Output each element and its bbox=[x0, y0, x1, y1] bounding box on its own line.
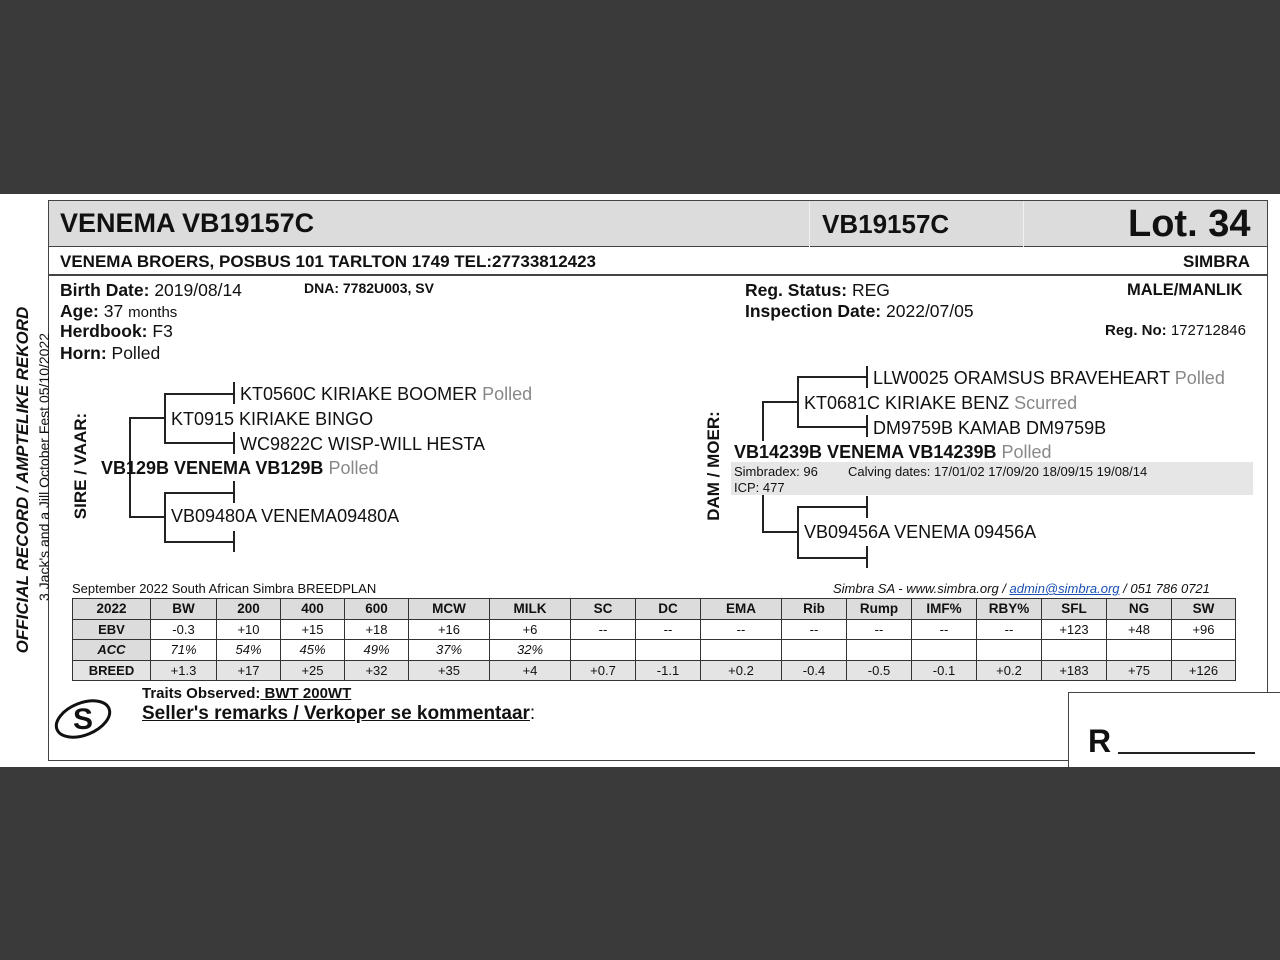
calving-dates: Calving dates: 17/01/02 17/09/20 18/09/15 19/08/14 bbox=[848, 464, 1148, 479]
sire-section-label: SIRE / VAAR: bbox=[71, 412, 90, 520]
horn-row: Horn: Polled bbox=[60, 343, 161, 363]
column-header: DC bbox=[636, 599, 701, 620]
table-cell bbox=[847, 640, 912, 661]
table-cell: 32% bbox=[490, 640, 571, 661]
table-cell bbox=[782, 640, 847, 661]
table-cell: +32 bbox=[345, 660, 409, 681]
breed-label: SIMBRA bbox=[1183, 252, 1251, 271]
table-cell: -- bbox=[701, 619, 782, 640]
dam-grandmother: DM9759B KAMAB DM9759B bbox=[873, 418, 1107, 438]
column-header: IMF% bbox=[912, 599, 977, 620]
sire-name: VB129B VENEMA VB129B Polled bbox=[101, 458, 379, 478]
dam-mother: VB09456A VENEMA 09456A bbox=[804, 522, 1037, 542]
dam-name: VB14239B VENEMA VB14239B Polled bbox=[734, 442, 1052, 462]
column-header: SFL bbox=[1042, 599, 1107, 620]
column-header: 600 bbox=[345, 599, 409, 620]
table-cell: +126 bbox=[1172, 660, 1236, 681]
column-header: Rump bbox=[847, 599, 912, 620]
table-cell: -0.5 bbox=[847, 660, 912, 681]
table-cell: +10 bbox=[217, 619, 281, 640]
table-cell bbox=[977, 640, 1042, 661]
dam-grandfather: LLW0025 ORAMSUS BRAVEHEART Polled bbox=[873, 368, 1225, 388]
column-header: 400 bbox=[281, 599, 345, 620]
column-header: BW bbox=[151, 599, 217, 620]
table-cell: -1.1 bbox=[636, 660, 701, 681]
sire-grandfather: KT0560C KIRIAKE BOOMER Polled bbox=[240, 384, 533, 404]
animal-name: VENEMA VB19157C bbox=[60, 208, 315, 238]
age-row: Age: 37 months bbox=[60, 301, 178, 321]
inspection-date-row: Inspection Date: 2022/07/05 bbox=[745, 301, 974, 321]
table-cell: 49% bbox=[345, 640, 409, 661]
table-cell: +18 bbox=[345, 619, 409, 640]
breedplan-row-breed bbox=[73, 660, 1236, 681]
table-cell: -- bbox=[636, 619, 701, 640]
column-header: SW bbox=[1172, 599, 1236, 620]
table-cell: +16 bbox=[409, 619, 490, 640]
admin-email-link[interactable]: admin@simbra.org bbox=[1009, 581, 1120, 596]
table-cell: +25 bbox=[281, 660, 345, 681]
column-header: MCW bbox=[409, 599, 490, 620]
table-cell: -0.1 bbox=[912, 660, 977, 681]
table-cell: +0.2 bbox=[977, 660, 1042, 681]
lot-number: Lot. 34 bbox=[1128, 203, 1251, 245]
table-cell: +35 bbox=[409, 660, 490, 681]
column-header: 2022 bbox=[73, 599, 151, 620]
table-cell bbox=[1107, 640, 1172, 661]
sellers-remarks: Seller's remarks / Verkoper se kommentaar: bbox=[142, 703, 536, 724]
birth-date-row: Birth Date: 2019/08/14 bbox=[60, 280, 242, 300]
table-cell bbox=[571, 640, 636, 661]
table-cell: +17 bbox=[217, 660, 281, 681]
breedplan-contact: Simbra SA - www.simbra.org / admin@simbra.org / 051 786 0721 bbox=[833, 581, 1210, 596]
reg-number-row: Reg. No: 172712846 bbox=[1105, 322, 1246, 339]
table-cell: -- bbox=[782, 619, 847, 640]
herdbook-row: Herdbook: F3 bbox=[60, 321, 173, 341]
row-label: ACC bbox=[73, 640, 151, 661]
breedplan-table bbox=[72, 598, 1236, 681]
column-header: MILK bbox=[490, 599, 571, 620]
table-cell: -0.3 bbox=[151, 619, 217, 640]
table-cell: +1.3 bbox=[151, 660, 217, 681]
table-cell bbox=[701, 640, 782, 661]
table-cell: 37% bbox=[409, 640, 490, 661]
traits-observed: Traits Observed: BWT 200WT bbox=[142, 685, 352, 702]
sire-mother: VB09480A VENEMA09480A bbox=[171, 506, 400, 526]
column-header: NG bbox=[1107, 599, 1172, 620]
table-cell: +75 bbox=[1107, 660, 1172, 681]
breedplan-caption: September 2022 South African Simbra BREEDPLAN bbox=[72, 581, 377, 596]
table-cell: +0.7 bbox=[571, 660, 636, 681]
svg-text:S: S bbox=[72, 703, 94, 736]
table-cell: 54% bbox=[217, 640, 281, 661]
breedplan-row-acc bbox=[73, 640, 1236, 661]
simbradex: Simbradex: 96 bbox=[734, 464, 818, 479]
breeder-line: VENEMA BROERS, POSBUS 101 TARLTON 1749 TEL:27733812423 bbox=[60, 252, 597, 271]
table-cell: 45% bbox=[281, 640, 345, 661]
column-header: RBY% bbox=[977, 599, 1042, 620]
table-cell: +123 bbox=[1042, 619, 1107, 640]
column-header: EMA bbox=[701, 599, 782, 620]
table-cell: +4 bbox=[490, 660, 571, 681]
table-cell bbox=[636, 640, 701, 661]
table-cell: 71% bbox=[151, 640, 217, 661]
table-cell: -- bbox=[912, 619, 977, 640]
column-header: SC bbox=[571, 599, 636, 620]
sire-father: KT0915 KIRIAKE BINGO bbox=[171, 409, 374, 429]
reg-status-row: Reg. Status: REG bbox=[745, 280, 890, 300]
table-cell: -- bbox=[847, 619, 912, 640]
row-label: EBV bbox=[73, 619, 151, 640]
breedplan-row-ebv bbox=[73, 619, 1236, 640]
column-header: 200 bbox=[217, 599, 281, 620]
icp: ICP: 477 bbox=[734, 480, 785, 495]
table-cell: +183 bbox=[1042, 660, 1107, 681]
row-label: BREED bbox=[73, 660, 151, 681]
breedplan-header-row bbox=[73, 599, 1236, 620]
price-label: R bbox=[1088, 723, 1112, 759]
price-input-line[interactable] bbox=[1118, 752, 1255, 754]
table-cell: -- bbox=[571, 619, 636, 640]
table-cell: +6 bbox=[490, 619, 571, 640]
table-cell bbox=[1172, 640, 1236, 661]
table-cell: -- bbox=[977, 619, 1042, 640]
sire-grandmother: WC9822C WISP-WILL HESTA bbox=[240, 434, 486, 454]
table-cell: -0.4 bbox=[782, 660, 847, 681]
table-cell: +0.2 bbox=[701, 660, 782, 681]
table-cell bbox=[912, 640, 977, 661]
dna-info: DNA: 7782U003, SV bbox=[304, 280, 434, 296]
column-header: Rib bbox=[782, 599, 847, 620]
official-record-label: OFFICIAL RECORD / AMPTELIKE REKORD bbox=[13, 306, 32, 654]
animal-id: VB19157C bbox=[822, 209, 950, 239]
dam-father: KT0681C KIRIAKE BENZ Scurred bbox=[804, 393, 1078, 413]
event-label: 3 Jack's and a Jill October Fest 05/10/2022 bbox=[36, 332, 52, 602]
table-cell bbox=[1042, 640, 1107, 661]
sex-label: MALE/MANLIK bbox=[1127, 281, 1243, 299]
table-cell: +15 bbox=[281, 619, 345, 640]
table-cell: +48 bbox=[1107, 619, 1172, 640]
simbra-logo bbox=[52, 696, 114, 742]
header-divider bbox=[49, 274, 1267, 276]
dam-section-label: DAM / MOER: bbox=[704, 411, 723, 521]
table-cell: +96 bbox=[1172, 619, 1236, 640]
